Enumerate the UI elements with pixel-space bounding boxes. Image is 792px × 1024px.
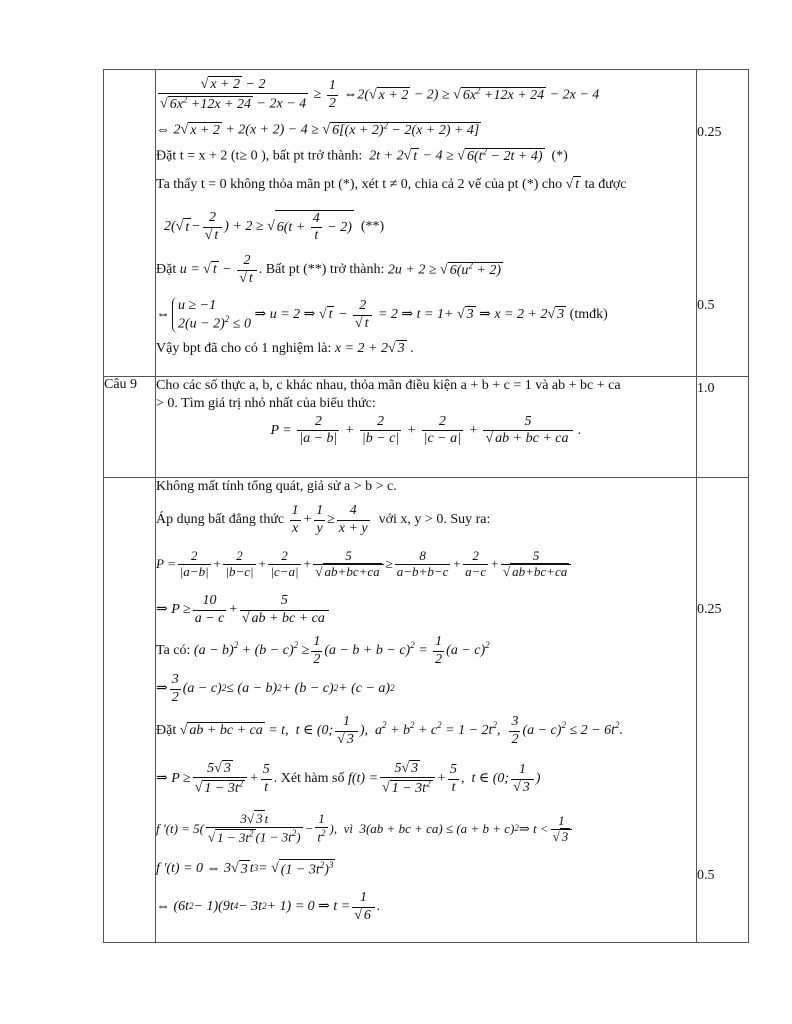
text-line: Đặt t = x + 2 (t≥ 0 ), bất pt trở thành: 2t + 2√ t − 4 ≥ √ $6(t^2 - 2t + 4)$ (*) (156, 146, 568, 164)
math-line: $\frac{√ x + 2 - 2}{√ 6x^2 +12x + 24 - 2x - 4}$ ≥ $\frac{1}{2}$ ⇔ 2(√ x + 2 − 2) ≥ √ $6x^2 +12x + 24 - 2x - 4$ (160, 77, 600, 112)
solution-cell (156, 70, 697, 377)
score-value: 0.5 (697, 868, 715, 883)
score-value: 0.25 (697, 125, 722, 140)
math-line: f '(t) = 5( $\frac{3√ 3 t}{√ 1 - 3t^2 (1 - 3t^2)}$ − $\frac{1}{t^2}$ ), vì 3(ab + bc + ca) ≤ (a + b + c) 2 ⇒ t < $\frac{1}{√ 3}$ (156, 804, 696, 854)
question-text: > 0. Tìm giá trị nhỏ nhất của biểu thức: (156, 395, 376, 411)
score-value: 0.5 (697, 298, 715, 313)
math-line: f '(t) = 0 ⇔ 3√ 3 t 3 = √ $(1 - 3t^2)^3$ (156, 859, 334, 878)
table-row (104, 377, 749, 478)
question-label-cell (104, 70, 156, 377)
text-line: Ta thấy t = 0 không thỏa mãn pt (*), xét t ≠ 0, chia cả 2 vế của pt (*) cho √ t ta được (156, 177, 627, 192)
score-cell (697, 377, 749, 478)
math-line: Áp dụng bất đẳng thức $\frac{1}{x}$ + $\frac{1}{y}$ ≥ $\frac{4}{x + y}$ với x, y > 0. Suy ra: (156, 503, 491, 536)
math-line: ⇔ u ≥ −1 $2(u - 2)^2 \le 0$ ⇒ u = 2 ⇒ √ t − $\frac{2}{√ t}$ = 2 ⇒ t = 1+ √ 3 ⇒ x = 2 + 2√ 3 (tmđk) (156, 297, 608, 332)
score-cell (697, 70, 749, 377)
question-label: Câu 9 (104, 377, 138, 392)
score-value: 0.25 (697, 602, 722, 617)
math-line: Đặt u = √ t − $\frac{2}{√ t}$ . Bất pt (**) trở thành: 2u + 2 ≥ √ $6(u^2 + 2)$ (156, 253, 501, 286)
question-label-cell (104, 377, 156, 478)
math-line: ⇒ P ≥ $\frac{10}{a - c}$ + $\frac{5}{√ ab + bc + ca}$ (156, 588, 696, 632)
question-label-cell (104, 478, 156, 943)
math-line: ⇔ (6t 2 − 1)(9t 4 − 3t 2 + 1) = 0 ⇒ t = $\frac{1}{√ 6}$ . (156, 890, 381, 923)
score-cell (697, 478, 749, 943)
math-line: P = $\frac{2}{|a-b|}$ + $\frac{2}{|b-c|}$ + $\frac{2}{|c-a|}$ + $\frac{5}{√ ab+bc+ca}$ ≥ $\frac{8}{a-b+b-c}$ + $\frac{2}{a-c}$ + $\frac{5}{√ ab+bc+ca}$ (156, 540, 696, 588)
text-line: Không mất tính tổng quát, giả sử a > b > c. (156, 479, 397, 494)
question-formula: P = $\frac{2}{|a - b|}$ + $\frac{2}{|b - c|}$ + $\frac{2}{|c - a|}$ + $\frac{5}{√ ab + bc + ca}$ . (270, 414, 582, 447)
math-line: 2(√ t − $\frac{2}{√ t}$ ) + 2 ≥ √ 6(t + $\frac{4}{t}$ − 2) (**) (164, 210, 385, 243)
question-cell (156, 377, 697, 478)
math-line: ⇔ 2√ x + 2 + 2(x + 2) − 4 ≥ √ $6[(x + 2)^2 - 2(x + 2) + 4]$ (156, 120, 480, 138)
text-line: Vậy bpt đã cho có 1 nghiệm là: x = 2 + 2√ 3 . (156, 341, 414, 356)
score-value: 1.0 (697, 381, 715, 396)
solution-cell (156, 478, 697, 943)
table-row (104, 478, 749, 943)
math-line: ⇒ P ≥ $\frac{5√ 3}{√ 1 - 3t^2}$ + $\frac{5}{t}$ . Xét hàm số f(t) = $\frac{5√ 3}{√ 1 - 3t^2}$ + $\frac{5}{t}$ , t ∈ (0; $\frac{1}{√ 3}$ ) (156, 761, 541, 796)
question-text: Cho các số thực a, b, c khác nhau, thỏa mãn điều kiện a + b + c = 1 và ab + bc + ca (156, 378, 621, 393)
table-row (104, 70, 749, 377)
math-line: Đặt √ ab + bc + ca = t, t ∈ (0; $\frac{1}{√ 3}$ ), $a^2 + b^2 + c^2 = 1 - 2t^2$, $\frac{3}{2}$ $(a - c)^2 \le 2 - 6t^2$. (156, 714, 623, 747)
math-line: ⇒ $\frac{3}{2}$ (a − c) 2 ≤ (a − b) 2 + (b − c) 2 + (c − a) 2 (156, 672, 395, 705)
answer-table (103, 69, 749, 943)
math-line: Ta có: $(a - b)^2 + (b - c)^2$ ≥ $\frac{1}{2}$ $(a - b + b - c)^2$ = $\frac{1}{2}$ $(a - c)^2$ (156, 634, 490, 667)
